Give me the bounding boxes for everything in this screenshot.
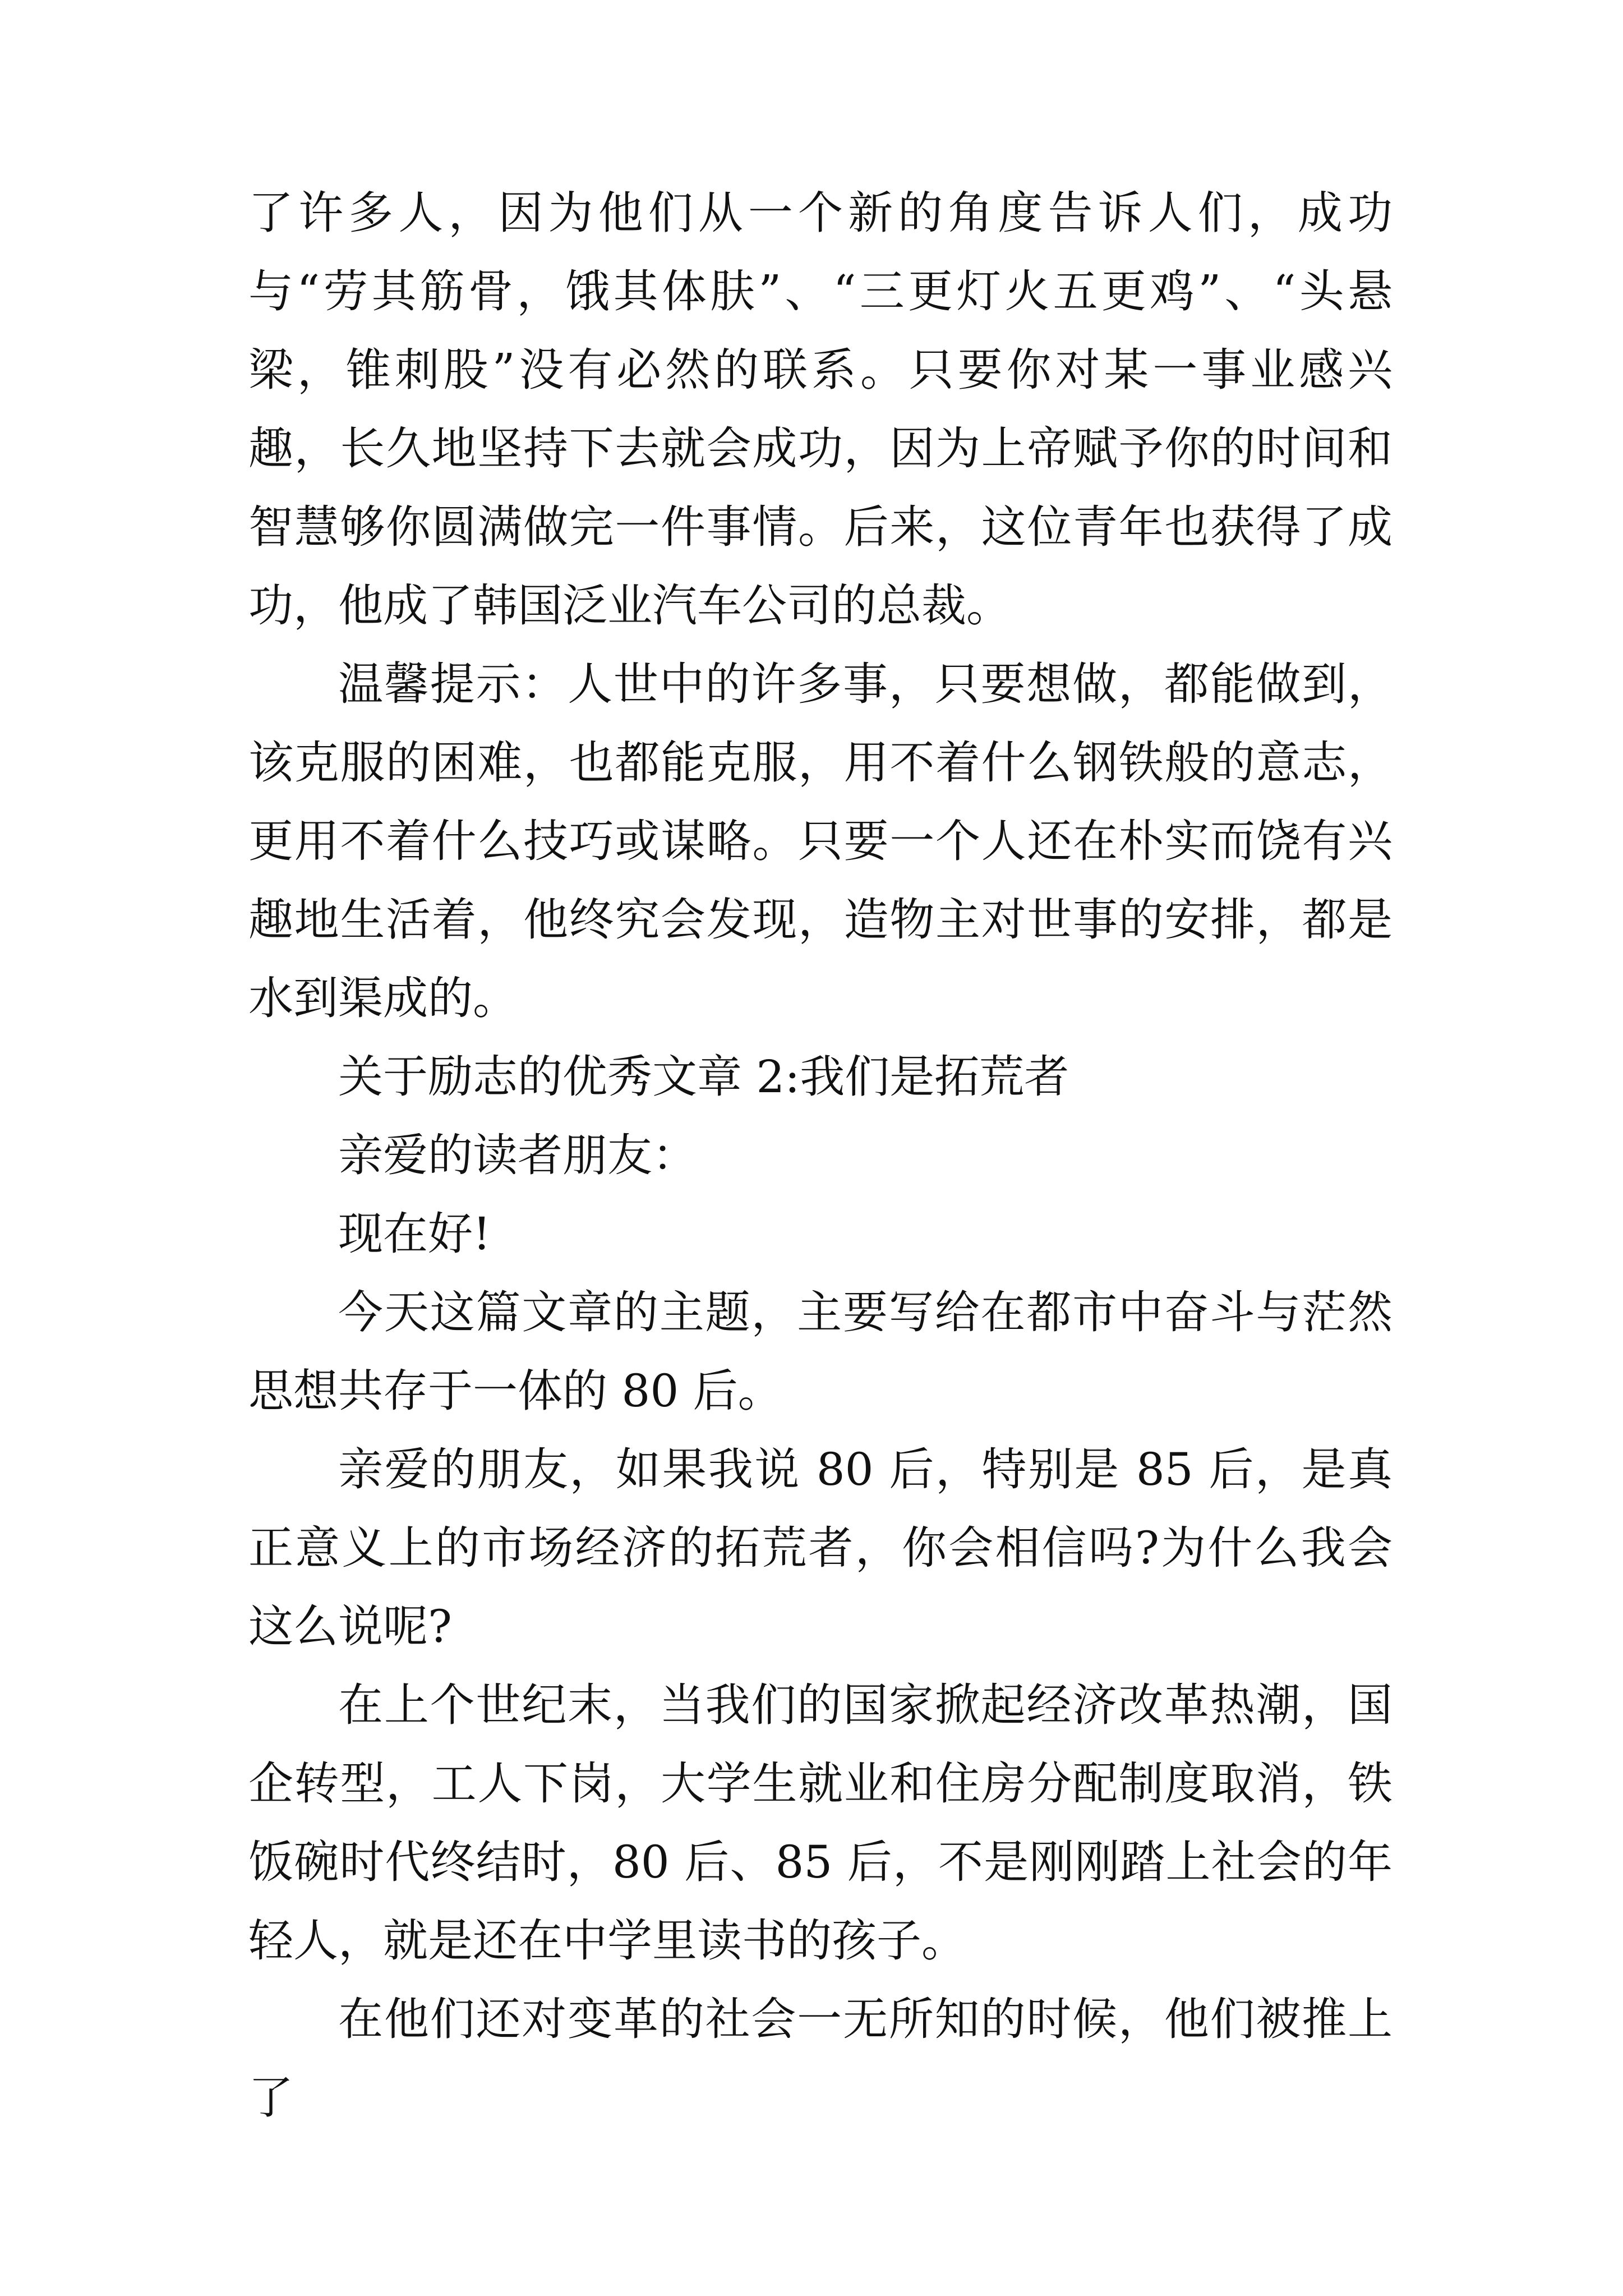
paragraph-5: 在上个世纪末，当我们的国家掀起经济改革热潮，国企转型，工人下岗，大学生就业和住房分配制度取消，铁饭碗时代终结时，80 后、85 后，不是刚刚踏上社会的年轻人，就是还在中学里读书的孩子。 [248, 1679, 1393, 1967]
paragraph-1: 了许多人，因为他们从一个新的角度告诉人们，成功与“劳其筋骨，饿其体肤”、“三更灯火五更鸡”、“头悬梁，锥刺股”没有必然的联系。只要你对某一事业感兴趣，长久地坚持下去就会成功，因为上帝赋予你的时间和智慧够你圆满做完一件事情。后来，这位青年也获得了成功，他成了韩国泛业汽车公司的总裁。 [248, 187, 1393, 632]
salutation: 亲爱的读者朋友： [338, 1129, 697, 1181]
greeting: 现在好! [338, 1208, 491, 1260]
paragraph-2: 温馨提示：人世中的许多事，只要想做，都能做到，该克服的困难，也都能克服，用不着什么钢铁般的意志，更用不着什么技巧或谋略。只要一个人还在朴实而饶有兴趣地生活着，他终究会发现，造物主对世事的安排，都是水到渠成的。 [248, 658, 1393, 1024]
paragraph-3: 今天这篇文章的主题，主要写给在都市中奋斗与茫然思想共存于一体的 80 后。 [248, 1286, 1393, 1417]
paragraph-6: 在他们还对变革的社会一无所知的时候，他们被推上了 [248, 1993, 1393, 2124]
section-heading: 关于励志的优秀文章 2:我们是拓荒者 [338, 1051, 1069, 1103]
paragraph-4: 亲爱的朋友，如果我说 80 后，特别是 85 后，是真正意义上的市场经济的拓荒者，你会相信吗?为什么我会这么说呢? [248, 1443, 1393, 1653]
document-page [248, 174, 1393, 2137]
